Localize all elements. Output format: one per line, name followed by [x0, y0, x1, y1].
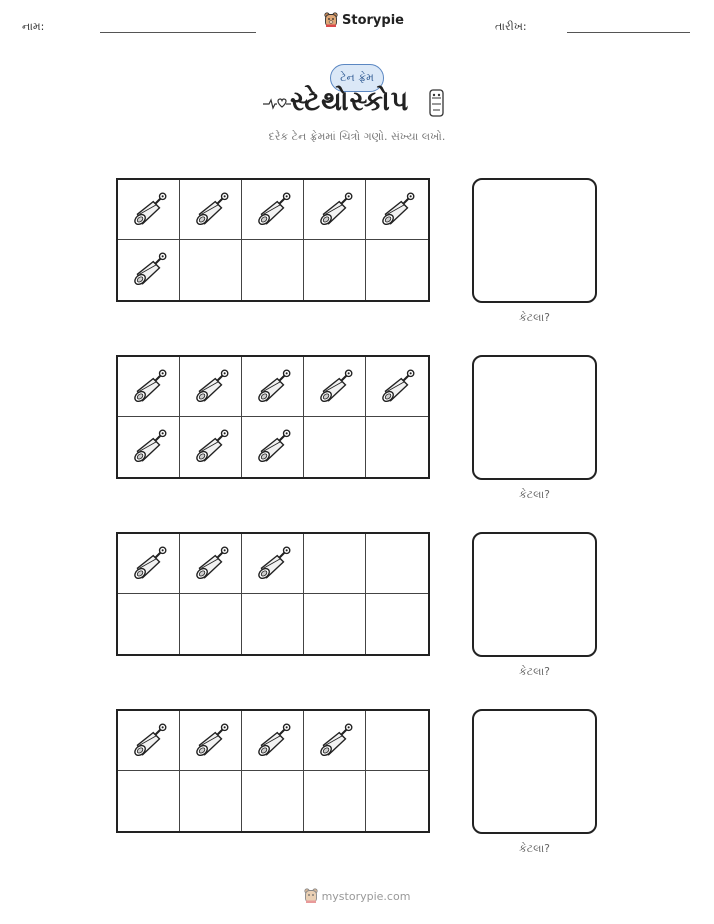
stethoscope-icon [128, 189, 170, 231]
ten-frame-cell [242, 240, 304, 300]
answer-prompt-2: કેટલા? [518, 488, 551, 501]
storypie-bear-icon [324, 12, 338, 28]
brand-logo [324, 12, 404, 28]
heartbeat-icon [262, 96, 292, 112]
page-title: સ્ટેથોસ્કોપ [290, 86, 410, 117]
ten-frame-cell [304, 357, 366, 417]
ten-frame-cell [180, 180, 242, 240]
footer-url: mystorypie.com [321, 889, 411, 903]
date-label: તારીખ: [495, 20, 527, 33]
ten-frame-cell [304, 711, 366, 771]
answer-box-4[interactable] [472, 709, 597, 834]
ten-frame-4 [116, 709, 430, 833]
stethoscope-icon [128, 720, 170, 762]
name-label: નામ: [22, 20, 45, 33]
ten-frame-cell [366, 711, 428, 771]
date-write-line[interactable] [567, 32, 690, 33]
ten-frame-cell [180, 771, 242, 831]
ten-frame-cell [118, 711, 180, 771]
ten-frame-cell [242, 180, 304, 240]
stethoscope-icon [190, 189, 232, 231]
ten-frame-cell [118, 771, 180, 831]
tiki-icon [428, 88, 446, 118]
ten-frame-cell [366, 417, 428, 477]
stethoscope-icon [376, 366, 418, 408]
stethoscope-icon [252, 189, 294, 231]
ten-frame-cell [180, 240, 242, 300]
stethoscope-icon [314, 366, 356, 408]
ten-frame-cell [366, 240, 428, 300]
ten-frame-cell [242, 771, 304, 831]
ten-frame-cell [118, 180, 180, 240]
ten-frame-cell [242, 534, 304, 594]
topic-badge: ટેન ફ્રેમ [330, 64, 384, 92]
ten-frame-3 [116, 532, 430, 656]
stethoscope-icon [128, 249, 170, 291]
ten-frame-cell [366, 771, 428, 831]
ten-frame-cell [118, 357, 180, 417]
answer-box-1[interactable] [472, 178, 597, 303]
ten-frame-cell [366, 594, 428, 654]
ten-frame-cell [118, 240, 180, 300]
stethoscope-icon [314, 720, 356, 762]
ten-frame-cell [366, 357, 428, 417]
stethoscope-icon [128, 426, 170, 468]
ten-frame-1 [116, 178, 430, 302]
answer-prompt-3: કેટલા? [518, 665, 551, 678]
name-write-line[interactable] [100, 32, 256, 33]
ten-frame-cell [118, 534, 180, 594]
ten-frame-cell [180, 711, 242, 771]
ten-frame-cell [180, 357, 242, 417]
ten-frame-cell [242, 417, 304, 477]
ten-frame-cell [180, 417, 242, 477]
stethoscope-icon [190, 426, 232, 468]
footer [0, 888, 714, 904]
ten-frame-cell [304, 594, 366, 654]
stethoscope-icon [190, 366, 232, 408]
stethoscope-icon [252, 720, 294, 762]
stethoscope-icon [128, 366, 170, 408]
answer-prompt-4: કેટલા? [518, 842, 551, 855]
brand-name: Storypie [342, 12, 404, 28]
stethoscope-icon [190, 543, 232, 585]
ten-frame-cell [180, 594, 242, 654]
answer-prompt-1: કેટલા? [518, 311, 551, 324]
ten-frame-cell [304, 240, 366, 300]
stethoscope-icon [190, 720, 232, 762]
ten-frame-cell [242, 594, 304, 654]
stethoscope-icon [314, 189, 356, 231]
stethoscope-icon [376, 189, 418, 231]
ten-frame-cell [242, 357, 304, 417]
ten-frame-cell [242, 711, 304, 771]
ten-frame-cell [366, 534, 428, 594]
ten-frame-cell [304, 771, 366, 831]
stethoscope-icon [252, 366, 294, 408]
storypie-bear-icon [304, 888, 318, 904]
instructions: દરેક ટેન ફ્રેમમાં ચિત્રો ગણો. સંખ્યા લખો. [268, 130, 446, 143]
stethoscope-icon [252, 426, 294, 468]
ten-frame-cell [304, 534, 366, 594]
ten-frame-cell [366, 180, 428, 240]
ten-frame-cell [304, 180, 366, 240]
stethoscope-icon [252, 543, 294, 585]
ten-frame-cell [118, 594, 180, 654]
ten-frame-cell [180, 534, 242, 594]
ten-frame-2 [116, 355, 430, 479]
stethoscope-icon [128, 543, 170, 585]
answer-box-2[interactable] [472, 355, 597, 480]
answer-box-3[interactable] [472, 532, 597, 657]
ten-frame-cell [118, 417, 180, 477]
ten-frame-cell [304, 417, 366, 477]
